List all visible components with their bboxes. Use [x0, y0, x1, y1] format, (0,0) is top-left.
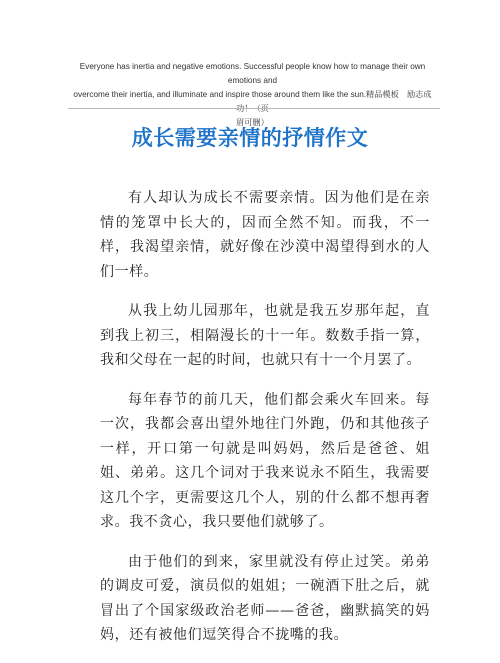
header-line-3: 眉可删）	[236, 118, 269, 127]
paragraph-3: 每年春节的前几天，他们都会乘火车回来。每一次，我都会喜出望外地往门外跑，仍和其他孩子一样，开口第一句就是叫妈妈，然后是爸爸、姐姐、弟弟。这几个词对于我来说永不陌生，我需要这几个字，更需要这几个人，别的什么都不想再奢求。我不贪心，我只要他们就够了。	[100, 391, 430, 530]
header-line-2: overcome their inertia, and illuminate and inspire those around them like the sun.精品模板 励志成	[73, 90, 432, 99]
page-header	[70, 60, 435, 130]
paragraph-2: 从我上幼儿园那年，也就是我五岁那年起，直到我上初三，相隔漫长的十一年。数数手指一算，我和父母在一起的时间，也就只有十一个月罢了。	[100, 303, 430, 368]
paragraph-4: 由于他们的到来，家里就没有停止过笑。弟弟的调皮可爱，演员似的姐姐；一碗酒下肚之后，就冒出了个国家级政治老师——爸爸，幽默搞笑的妈妈，还有被他们逗笑得合不拢嘴的我。	[100, 553, 430, 643]
header-line-1: Everyone has inertia and negative emotions. Successful people know how to manage their own emotions and	[79, 62, 426, 85]
document-body	[100, 186, 430, 663]
document-title: 成长需要亲情的抒情作文	[131, 126, 369, 150]
header-divider	[68, 108, 440, 109]
paragraph-1: 有人却认为成长不需要亲情。因为他们是在亲情的笼罩中长大的，因而全然不知。而我，不一样，我渴望亲情，就好像在沙漠中渴望得到水的人们一样。	[100, 190, 430, 280]
